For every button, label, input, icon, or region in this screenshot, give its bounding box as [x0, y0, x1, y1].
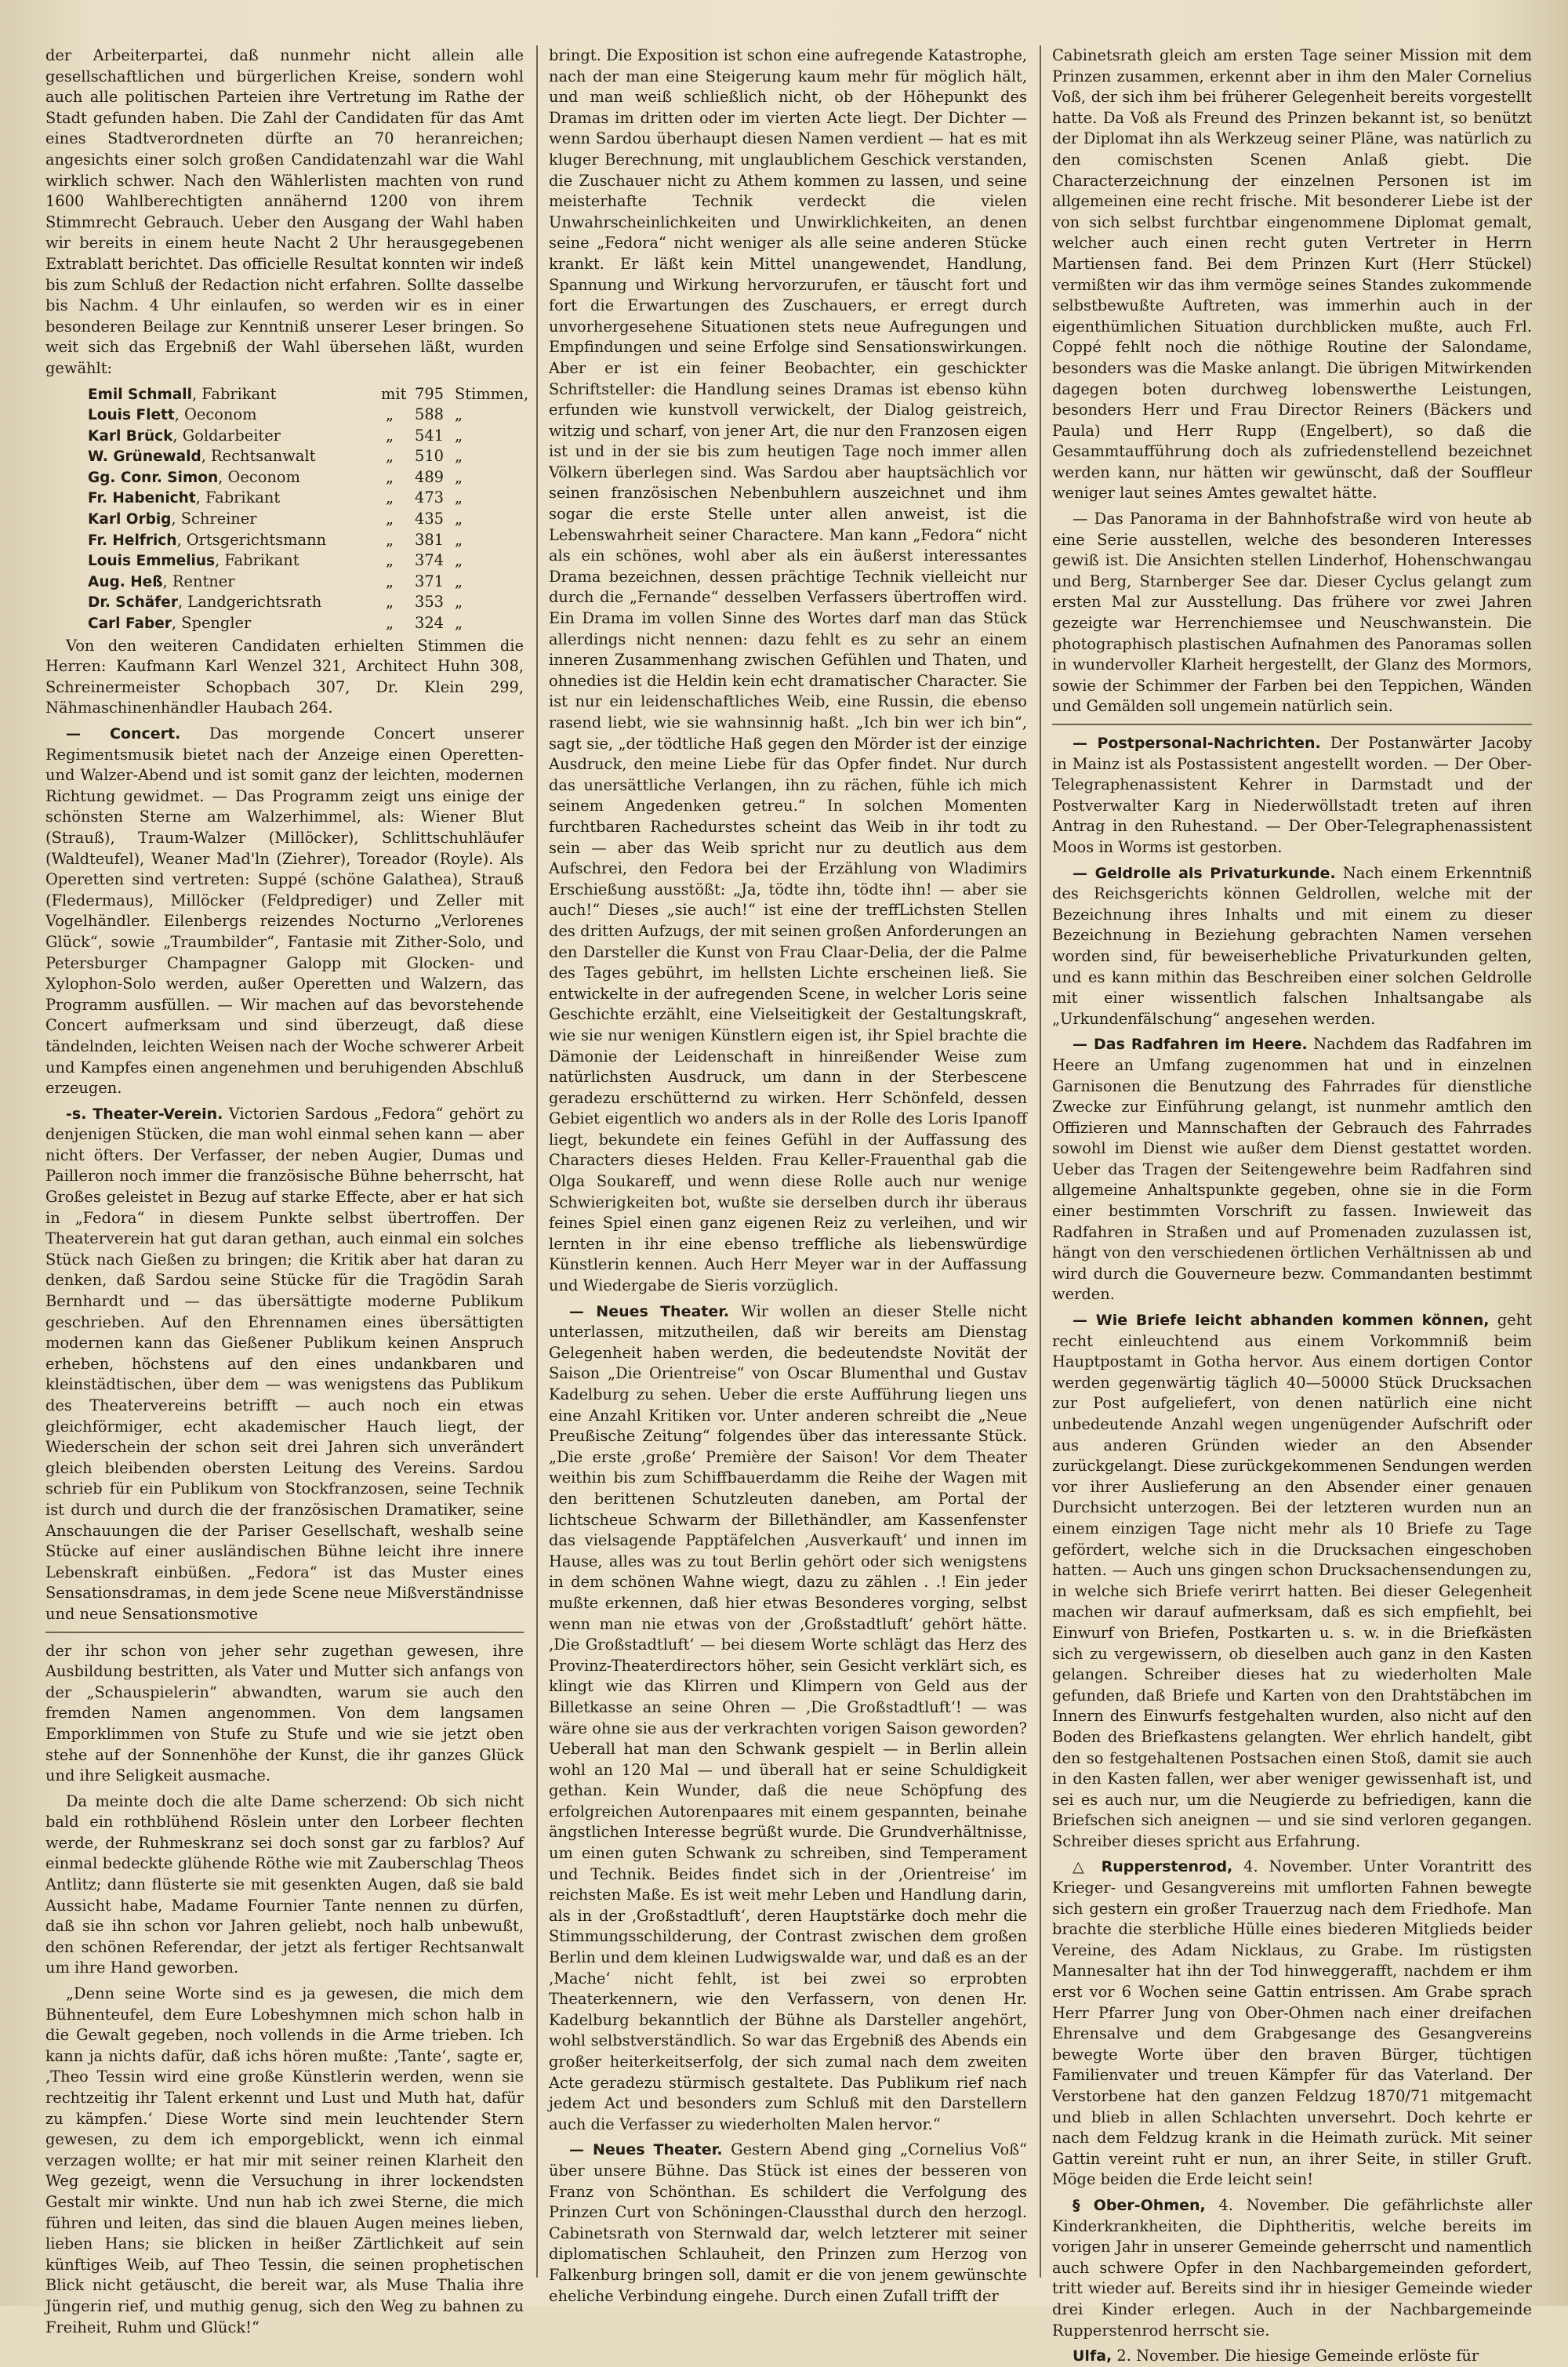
- candidate-votes: 435: [414, 510, 444, 528]
- candidate-votes: 324: [414, 614, 444, 633]
- candidate-unit: Stimmen,: [455, 384, 529, 403]
- candidate-votes: 541: [414, 426, 444, 445]
- column-middle: [549, 45, 1027, 2305]
- candidate-list: [45, 384, 529, 634]
- candidate-name: [45, 446, 381, 467]
- candidate-row: [45, 467, 524, 488]
- ulfa-article: [1052, 2346, 1532, 2367]
- candidate-unit: „: [455, 551, 463, 570]
- concert-heading: — Concert.: [66, 725, 181, 742]
- candidate-occupation: , Oeconom: [218, 467, 300, 486]
- candidate-occupation: , Fabrikant: [191, 384, 277, 403]
- post-heading: — Postpersonal-Nachrichten.: [1073, 735, 1321, 752]
- candidate-occupation: , Fabrikant: [195, 488, 281, 507]
- geldrolle-heading: — Geldrolle als Privaturkunde.: [1073, 864, 1336, 882]
- candidate-prefix: „: [385, 447, 394, 466]
- candidate-prefix: „: [385, 614, 394, 633]
- theater-verein-text: Victorien Sardous „Fedora“ gehört zu denjenigen Stücken, die man wohl einmal sehen kann — aber nicht öfters. Der Verfasser, der neben Augier, Dumas und Pailleron noch immer die französische Bühne beherrscht, hat Großes geleistet in Bezug auf starke Effecte, aber er hat sich in „Fedora“ in diesem Punkte selbst übertroffen. Der Theaterverein hat gut daran gethan, auch einmal ein solches Stück nach Gießen zu bringen; die Kritik aber hat daran zu denken, daß Sardou seine Stücke für die Tragödin Sarah Bernhardt und — das übersättigte moderne Publikum geschrieben. Auf den Ehrennamen eines übersättigten modernen kann das Gießener Publikum keinen Anspruch erheben, höchstens auf den eines undankbaren und kleinstädtischen, über dem — was wenigstens das Publikum des Theatervereins betrifft — auch noch ein etwas gleichförmiger, echt akademischer Hauch liegt, der Wiederschein der schon seit drei Jahren sich unverändert gleich bleibenden obersten Leitung des Vereins. Sardou schrieb für ein Publikum von Stockfranzosen, seine Technik ist durch und durch die der französischen Dramatiker, seine Anschauungen die der Pariser Gesellschaft, weshalb seine Stücke auf einer ausländischen Bühne leicht ihre innere Lebenskraft einbüßen. „Fedora“ ist das Muster eines Sensationsdramas, in dem jede Scene neue Mißverständnisse und neue Sensationsmotive: [45, 1104, 524, 1623]
- candidate-row: [45, 550, 524, 572]
- candidate-surname: Fr. Habenicht: [88, 490, 196, 507]
- candidate-prefix: „: [385, 510, 394, 528]
- candidate-occupation: , Rentner: [162, 572, 235, 590]
- candidate-surname: Carl Faber: [88, 615, 172, 633]
- candidate-row: [45, 592, 524, 613]
- candidate-surname: Emil Schmall: [88, 386, 192, 403]
- candidate-prefix: „: [385, 551, 394, 570]
- candidate-unit: „: [455, 510, 463, 528]
- candidate-votes: 510: [414, 447, 444, 466]
- feuilleton-divider: [45, 1632, 524, 1633]
- briefe-article: [1052, 1310, 1532, 1852]
- radfahren-text: Nachdem das Radfahren im Heere an Umfang zugenommen hat und in einzelnen Garnisonen die Benutzung des Fahrrades für dienstliche Zwecke zur Einführung gelangt, ist nunmehr amtlich den Offizieren und Mannschaften der Gebrauch des Fahrrades sowohl im Dienst wie außer dem Dienst gestattet worden. Ueber das Tragen der Seitengewehre beim Radfahren sind allgemeine Anhaltspunkte gegeben, ohne sie in die Form einer bestimmten Vorschrift zu fassen. Inwieweit das Radfahren in Straßen und auf Promenaden zuzulassen ist, hängt von den verschiedenen örtlichen Verhältnissen ab und wird durch die Gouverneure bezw. Commandanten bestimmt werden.: [1052, 1035, 1532, 1304]
- candidate-prefix: „: [385, 488, 394, 507]
- section-divider: [1052, 724, 1532, 725]
- candidate-votes: 381: [414, 530, 444, 549]
- candidate-name: [45, 509, 381, 530]
- candidate-name: [45, 467, 381, 488]
- radfahren-article: [1052, 1034, 1532, 1305]
- candidate-prefix: mit: [381, 384, 407, 403]
- concert-article: [45, 724, 524, 1099]
- theater-verein-heading: -s. Theater-Verein.: [66, 1105, 223, 1123]
- candidate-prefix: „: [385, 405, 394, 424]
- candidate-surname: Aug. Heß: [88, 573, 163, 590]
- candidate-unit: „: [455, 593, 463, 612]
- radfahren-heading: — Das Radfahren im Heere.: [1073, 1036, 1308, 1054]
- briefe-heading: — Wie Briefe leicht abhanden kommen können,: [1073, 1312, 1490, 1330]
- rupperstenrod-text: 4. November. Unter Vorantritt des Krieger- und Gesangvereins mit umflorten Fahnen bewegte sich gestern ein großer Trauerzug nach dem Friedhofe. Man brachte die sterbliche Hülle eines biederen Mitglieds beider Vereine, des Adam Nicklaus, zu Grabe. Im rüstigsten Mannesalter hat ihn der Tod hinweggerafft, nachdem er ihm erst vor 6 Wochen seine Gattin entrissen. Am Grabe sprach Herr Pfarrer Jung von Ober-Ohmen nach einer dreifachen Ehrensalve und dem Grabgesange des Gesangvereins bewegte Worte über den braven Bürger, tüchtigen Familienvater und treuen Kämpfer für das Vaterland. Der Verstorbene hat den ganzen Feldzug 1870/71 mitgemacht und blieb in allen Schlachten unversehrt. Doch kehrte er nach dem Feldzug krank in die Heimath zurück. Mit seiner Gattin vereint ruht er nun, an ihrer Seite, in stiller Gruft. Möge beiden die Erde leicht sein!: [1052, 1857, 1532, 2189]
- candidate-surname: Karl Brück: [88, 427, 173, 445]
- candidate-row: [45, 613, 524, 634]
- candidate-occupation: , Oeconom: [174, 405, 257, 424]
- candidate-name: [45, 572, 381, 593]
- candidate-occupation: , Rechtsanwalt: [201, 447, 316, 466]
- column-rule: [536, 45, 538, 2278]
- candidate-row: [45, 488, 524, 509]
- candidate-name: [45, 488, 381, 509]
- candidate-votes: 374: [414, 551, 444, 570]
- candidate-surname: Karl Orbig: [88, 511, 172, 528]
- post-text: Der Postanwärter Jacoby in Mainz ist als Postassistent angestellt worden. — Der Ober-Telegraphenassistent Kehrer in Darmstadt und der Postverwalter Karg in Niederwöllstadt treten auf ihren Antrag in den Ruhestand. — Der Ober-Telegraphenassistent Moos in Worms ist gestorben.: [1052, 734, 1532, 856]
- ober-ohmen-article: [1052, 2195, 1532, 2341]
- fedora-review-continued: bringt. Die Exposition ist schon eine aufregende Katastrophe, nach der man eine Steigerung kaum mehr für möglich hält, und man weiß schließlich nicht, ob der Höhepunkt des Dramas im dritten oder im vierten Acte liegt. Der Dichter — wenn Sardou überhaupt diesen Namen verdient — hat es mit kluger Berechnung, mit unglaublichem Geschick verstanden, die Zuschauer nicht zu Athem kommen zu lassen, und seine meisterhafte Technik verdeckt die vielen Unwahrscheinlichkeiten und Unwirklichkeiten, an denen seine „Fedora“ nicht weniger als alle seine anderen Stücke krankt. Er läßt kein Mittel unangewendet, Handlung, Spannung und Wirkung hervorzurufen, er täuscht fort und fort die Erwartungen des Zuschauers, er erregt durch unvorhergesehene Situationen stets neue Aufregungen und Empfindungen und seine Erfolge sind Sensationswirkungen. Aber er ist ein feiner Beobachter, ein geschickter Schriftsteller: die Handlung seines Dramas ist ebenso kühn erfunden wie kunstvoll verwickelt, der Dialog geistreich, witzig und scharf, von jener Art, die nur den Franzosen eigen ist und in der sie bis zum heutigen Tage noch immer allen Völkern überlegen sind. Was Sardou aber hauptsächlich vor seinen französischen Nebenbuhlern auszeichnet und ihm sogar die erste Stelle unter allen anweist, ist die Lebenswahrheit seiner Charactere. Man kann „Fedora“ nicht als ein schönes, wohl aber als ein äußerst interessantes Drama bezeichnen, dessen prächtige Technik vielleicht nur durch die „Fernande“ desselben Verfassers übertroffen wird. Ein Drama im vollen Sinne des Wortes darf man das Stück allerdings nicht nennen: dazu fehlt es zu sehr an einem inneren Zusammenhang zwischen Gefühlen und Thaten, und ohnedies ist die Heldin kein echt dramatischer Character. Sie ist nur ein leidenschaftliches Weib, eine Russin, die ebenso rasend liebt, wie sie wahnsinnig haßt. „Ich bin wer ich bin“, sagt sie, „der tödtliche Haß gegen den Mörder ist der einzige Ausdruck, den meine Liebe für das Opfer findet. Nur durch das unersättliche Verlangen, ihn zu rächen, fühle ich mich seinem Angedenken getreu.“ In solchen Momenten furchtbaren Rachedurstes scheint das Weib in ihr todt zu sein — aber das Weib spricht nur zu deutlich aus dem Aufschrei, den Fedora bei der Erzählung von Wladimirs Erschießung ausstößt: „Ja, tödte ihn, tödte ihn! — aber sie auch!“ Dieses „sie auch!“ ist eine der treffLichsten Stellen des dritten Aufzugs, der mit seinen großen Anforderungen an den Darsteller die Kunst von Frau Claar-Delia, der die Palme des Tages gebührt, im hellsten Lichte erscheinen ließ. Sie entwickelte in der aufregenden Scene, in welcher Loris seine Geschichte erzählt, eine Vielseitigkeit der Gestaltungskraft, wie sie nur wenigen Künstlern eigen ist, ihr Spiel brachte die Dämonie der Leidenschaft in hinreißender Weise zum natürlichsten Ausdruck, um dann in der Sterbescene geradezu erschütternd zu wirken. Herr Schönfeld, dessen Gebiet eigentlich wo anders als in der Rolle des Loris Ipanoff liegt, bekundete ein feines Gefühl in der Auffassung des Characters dieses Helden. Frau Keller-Frauenthal gab die Olga Soukareff, und wenn diese Rolle auch nur wenige Schwierigkeiten bot, wußte sie derselben durch ihr überaus feines Spiel einen ganz eigenen Reiz zu verleihen, und wir lernten in ihr eine ebenso treffliche als liebenswürdige Künstlerin kennen. Auch Herr Meyer war in der Auffassung und Wiedergabe de Sieris vorzüglich.: [549, 46, 1027, 1295]
- candidate-unit: „: [455, 405, 463, 424]
- candidate-row: [45, 509, 524, 530]
- candidate-unit: „: [455, 614, 463, 633]
- candidate-votes: 371: [414, 572, 444, 590]
- candidate-name: [45, 405, 381, 426]
- ober-ohmen-heading: § Ober-Ohmen,: [1073, 2196, 1206, 2214]
- candidate-unit: „: [455, 426, 463, 445]
- candidate-name: [45, 613, 381, 634]
- rupperstenrod-article: [1052, 1857, 1532, 2191]
- candidate-name: [45, 426, 381, 447]
- candidate-votes: 588: [414, 405, 444, 424]
- candidate-surname: W. Grünewald: [88, 448, 201, 466]
- candidate-votes: 795: [414, 384, 444, 403]
- candidate-unit: „: [455, 488, 463, 507]
- candidate-unit: „: [455, 572, 463, 590]
- geldrolle-article: [1052, 863, 1532, 1030]
- candidate-unit: „: [455, 467, 463, 486]
- candidate-prefix: „: [385, 467, 394, 486]
- neues-theater-article-2: [549, 2140, 1027, 2307]
- rupperstenrod-heading: △ Rupperstenrod,: [1073, 1858, 1233, 1876]
- candidate-name: [45, 384, 381, 405]
- post-article: [1052, 733, 1532, 859]
- column-left: [45, 45, 529, 2336]
- candidate-prefix: „: [385, 530, 394, 549]
- column-rule: [1040, 45, 1041, 2278]
- candidate-occupation: , Schreiner: [171, 510, 257, 528]
- neues-theater-text-2: Gestern Abend ging „Cornelius Voß“ über unsere Bühne. Das Stück ist eines der besseren von Franz von Schönthan. Es schildert die Verfolgung des Prinzen Curt von Schöningen-Claussthal durch den herzogl. Cabinetsrath von Sternwald dar, welch letzterer mit seiner diplomatischen Schlauheit, den Prinzen zum Herzog von Falkenburg bringen soll, damit er die von jenem gewünschte eheliche Verbindung eingehe. Durch einen Zufall trifft der: [549, 2140, 1027, 2305]
- briefe-text: geht recht einleuchtend aus einem Vorkommniß beim Hauptpostamt in Gotha hervor. Aus einem dortigen Contor werden gegenwärtig täglich 40—50000 Stück Drucksachen zur Post aufgeliefert, von denen natürlich eine nicht unbedeutende Anzahl wegen ungenügender Aufschrift oder aus anderen Gründen wieder an den Absender zurückgelangt. Diese zurückgekommenen Sendungen werden vor ihrer Auslieferung an den Absender einer genauen Durchsicht unterzogen. Bei der letzteren wurden nun an einem einzigen Tage nicht mehr als 10 Briefe zu Tage gefördert, welche sich in die Drucksachen eingeschoben hatten. — Auch uns gingen schon Drucksachensendungen zu, in welche sich Briefe verirrt hatten. Bei dieser Gelegenheit machen wir darauf aufmerksam, daß es sich empfiehlt, bei Einwurf von Briefen, Postkarten u. s. w. in die Briefkästen sich zu vergewissern, ob dieselben auch ganz in den Kasten gelangen. Schreiber dieses hat zu wiederholten Male gefunden, daß Briefe und Karten von den Drahtstäbchen im Innern des Einwurfs festgehalten wurden, also nicht auf den Boden des Briefkastens gelangten. Wer ehrlich handelt, gibt den so festgehaltenen Postsachen einen Stoß, damit sie auch in den Kasten fallen, wer aber weniger gewissenhaft ist, und sei es auch nur, um die Neugierde zu befriedigen, kann die Briefschen sich aneignen — und sie sind verloren gegangen. Schreiber dieses spricht aus Erfahrung.: [1052, 1311, 1532, 1850]
- candidate-occupation: , Goldarbeiter: [172, 426, 281, 445]
- candidate-occupation: , Fabrikant: [215, 551, 299, 570]
- candidate-surname: Gg. Conr. Simon: [88, 469, 219, 486]
- candidate-votes: 473: [414, 488, 444, 507]
- neues-theater-heading-2: — Neues Theater.: [569, 2141, 723, 2159]
- candidate-surname: Dr. Schäfer: [88, 594, 178, 612]
- candidate-votes: 489: [414, 467, 444, 486]
- election-article: der Arbeiterpartei, daß nunmehr nicht allein alle gesellschaftlichen und bürgerlichen Kreise, sondern wohl auch alle politischen Parteien ihre Vertretung im Rathe der Stadt gefunden haben. Die Zahl der Candidaten für das Amt eines Stadtverordneten dürfte an 70 heranreichen; angesichts einer solch großen Candidatenzahl war die Wahl wirklich schwer. Nach den Wählerlisten machten von rund 1600 Wahlberechtigten annähernd 1200 von ihrem Stimmrecht Gebrauch. Ueber den Ausgang der Wahl haben wir bereits in einem heute Nacht 2 Uhr herausgegebenen Extrablatt berichtet. Das officielle Resultat konnten wir indeß bis zum Schluß der Redaction nicht erfahren. Sollte dasselbe bis Nachm. 4 Uhr einlaufen, so werden wir es in einer besonderen Beilage zur Kenntniß unserer Leser bringen. So weit sich das Ergebniß der Wahl übersehen läßt, wurden gewählt:: [45, 46, 524, 377]
- candidate-occupation: , Ortsgerichtsmann: [176, 530, 327, 549]
- further-candidates: Von den weiteren Candidaten erhielten Stimmen die Herren: Kaufmann Karl Wenzel 321, Architect Huhn 308, Schreinermeister Schopbach 307, Dr. Klein 299, Nähmaschinenhändler Haubach 264.: [45, 636, 524, 717]
- neues-theater-article: [549, 1301, 1027, 2136]
- feuilleton-paragraph: „Denn seine Worte sind es ja gewesen, die mich dem Bühnenteufel, dem Eure Lobeshymnen mich schon halb in die Gewalt gegeben, noch vollends in die Arme trieben. Ich kann ja nichts dafür, daß ichs hören mußte: ‚Tante‘, sagte er, ‚Theo Tessin wird eine große Künstlerin werden, wenn sie rechtzeitig ihr Talent erkennt und Lust und Muth hat, dafür zu kämpfen.‘ Diese Worte sind mein leuchtender Stern gewesen, zu dem ich emporgeblickt, wenn ich einmal verzagen wollte; er hat mir mit seiner reinen Klarheit den Weg gezeigt, wenn die Versuchung in ihrer lockendsten Gestalt mir winkte. Und nun hab ich zwei Sterne, die mich führen und leiten, das sind die blauen Augen meines lieben, lieben Hans; sie blicken in heißer Zärtlichkeit auf sein künftiges Weib, auf Theo Tessin, die seinen prophetischen Blick nicht getäuscht, die bereit war, als Muse Thalia ihre Jüngerin rief, und muthig genug, sich den Weg zu bahnen zu Freiheit, Ruhm und Glück!“: [45, 1984, 524, 2336]
- candidate-unit: „: [455, 447, 463, 466]
- ober-ohmen-text: 4. November. Die gefährlichste aller Kinderkrankheiten, die Diphtheritis, welche bereits im vorigen Jahr in unserer Gemeinde geherrscht und namentlich auch schwere Opfer in den Nachbargemeinden gefordert, tritt wieder auf. Bereits sind ihr in hiesiger Gemeinde wieder drei Kinder erlegen. Auch in der Nachbargemeinde Rupperstenrod herrscht sie.: [1052, 2195, 1532, 2340]
- candidate-prefix: „: [385, 572, 394, 590]
- column-right: [1052, 45, 1532, 2365]
- candidate-occupation: , Spengler: [171, 614, 252, 633]
- geldrolle-text: Nach einem Erkenntniß des Reichsgerichts können Geldrollen, welche mit der Bezeichnung ihres Inhalts und mit einem zu dieser Bezeichnung in Beziehung gebrachten Namen versehen worden sind, für beweiserhebliche Privaturkunden gelten, und es kann mithin das Beschreiben einer solchen Geldrolle mit einer wissentlich falschen Inhaltsangabe als „Urkundenfälschung“ angesehen werden.: [1052, 863, 1532, 1028]
- candidate-name: [45, 592, 381, 613]
- candidate-occupation: , Landgerichtsrath: [177, 593, 322, 612]
- candidate-surname: Fr. Helfrich: [88, 532, 177, 549]
- candidate-row: [45, 384, 529, 405]
- candidate-name: [45, 530, 381, 551]
- neues-theater-text: Wir wollen an dieser Stelle nicht unterlassen, mitzutheilen, daß wir bereits am Dienstag Gelegenheit haben werden, die bedeutendste Novität der Saison „Die Orientreise“ von Oscar Blumenthal und Gustav Kadelburg zu sehen. Ueber die erste Aufführung liegen uns eine Anzahl Kritiken vor. Unter anderen schreibt die „Neue Preußische Zeitung“ folgendes über das interessante Stück. „Die erste ‚große‘ Première der Saison! Vor dem Theater weithin bis zum Schiffbauerdamm die Reihe der Wagen mit den berittenen Schutzleuten daneben, am Portal der lichtscheue Schwarm der Billethändler, am Kassenfenster das vielsagende Papptäfelchen ‚Ausverkauft‘ und innen im Hause, alles was zu tout Berlin gehört oder sich wenigstens in dem schönen Wahne wiegt, dazu zu zählen . .! Ein jeder mußte erkennen, daß hier etwas Besonderes vorging, selbst wenn man nie etwas von der ‚Großstadtluft‘ gehört hätte. ‚Die Großstadtluft‘ — bei diesem Worte schlägt das Herz des Provinz-Theaterdirectors höher, sein Gesicht verklärt sich, es klingt wie das Klirren und Klimpern von Geld aus der Billetkasse an seine Ohren — ‚Die Großstadtluft‘! — was wäre ohne sie aus der verkrachten vorigen Saison geworden? Ueberall hat man den Schwank gespielt — in Berlin allein wohl an 120 Mal — und überall hat er seine Schuldigkeit gethan. Kein Wunder, daß die neue Schöpfung des erfolgreichen Autorenpaares mit einem gespannten, beinahe ängstlichen Interesse begrüßt wurde. Die Grundverhältnisse, um einen guten Schwank zu schreiben, sind Temperament und Technik. Beides findet sich in der ‚Orientreise‘ im reichsten Maße. Es ist weit mehr Leben und Handlung darin, als in der ‚Großstadtluft‘, deren Hauptstärke doch mehr die Stimmungsschilderung, der Contrast zwischen dem großen Berlin und dem kleinen Ludwigswalde war, und daß es an der ‚Mache‘ nicht fehlt, ist bei zwei so erprobten Theaterkennern, wie den Verfassern, von denen Hr. Kadelburg bekanntlich der Bühne als Darsteller angehört, wohl selbstverständlich. So war das Ergebniß des Abends ein großer heiterkeitserfolg, der sich zumal nach dem zweiten Acte geradezu stürmisch gestaltete. Das Publikum rief nach jedem Act und besonders zum Schluß mit den Darstellern auch die Verfasser zu wiederholten Malen hervor.“: [549, 1301, 1027, 2133]
- candidate-row: [45, 530, 524, 551]
- candidate-row: [45, 405, 524, 426]
- candidate-row: [45, 426, 524, 447]
- ulfa-text: 2. November. Die hiesige Gemeinde erlöste für: [1116, 2347, 1479, 2365]
- candidate-prefix: „: [385, 426, 394, 445]
- candidate-prefix: „: [385, 593, 394, 612]
- candidate-surname: Louis Emmelius: [88, 553, 216, 570]
- feuilleton-paragraph: der ihr schon von jeher sehr zugethan gewesen, ihre Ausbildung bestritten, als Vater und Mutter sich anfangs von der „Schauspielerin“ abwandten, warum sie auch den fremden Namen angenommen. Von dem langsamen Emporklimmen von Stufe zu Stufe und wie sie jetzt oben stehe auf der Sonnenhöhe der Kunst, die ihr ganzes Glück und ihre Seligkeit ausmache.: [45, 1641, 524, 1785]
- neues-theater-heading: — Neues Theater.: [569, 1302, 730, 1320]
- candidate-surname: Louis Flett: [88, 407, 175, 424]
- cornelius-voss-review: Cabinetsrath gleich am ersten Tage seiner Mission mit dem Prinzen zusammen, erkennt aber in ihm den Maler Cornelius Voß, der sich ihm bei früherer Gelegenheit bereits vorgestellt hatte. Da Voß als Freund des Prinzen bekannt ist, so benützt der Diplomat ihn als Werkzeug seiner Pläne, was natürlich zu den comischsten Scenen Anlaß giebt. Die Characterzeichnung der einzelnen Personen ist im allgemeinen eine recht frische. Mit besonderer Liebe ist der von sich selbst furchtbar eingenommene Diplomat gemalt, welcher auch einen recht guten Vertreter in Herrn Martiensen fand. Bei dem Prinzen Kurt (Herr Stückel) vermißten wir das ihm vermöge seines Standes zukommende selbstbewußte Auftreten, was immerhin auch in der eigenthümlichen Situation durchblicken mußte, auch Frl. Coppé fehlt noch die nöthige Routine der Salondame, besonders was die Maske anlangt. Die übrigen Mitwirkenden dagegen boten durchweg lobenswerthe Leistungen, besonders Herr und Frau Director Reiners (Bäckers und Paula) und Herr Rupp (Engelbert), so daß die Gesammtaufführung doch als zufriedenstellend bezeichnet werden kann, nur hätten wir gewünscht, daß der Souffleur weniger laut seines Amtes gewaltet hätte.: [1052, 46, 1532, 503]
- theater-verein-article: [45, 1104, 524, 1625]
- candidate-row: [45, 446, 524, 467]
- candidate-unit: „: [455, 530, 463, 549]
- candidate-votes: 353: [414, 593, 444, 612]
- feuilleton-paragraph: Da meinte doch die alte Dame scherzend: Ob sich nicht bald ein rothblühend Röslein unter den Lorbeer flechten werde, der Ruhmeskranz sei doch sonst gar zu farblos? Auf einmal bedeckte glühende Röthe wie mit Zauberschlag Theos Antlitz; dann flüsterte sie mit gesenkten Augen, daß sie bald Aussicht habe, Madame Fournier Tante nennen zu dürfen, daß sie ihn schon vor Jahren geliebt, noch halb unbewußt, den schönen Referendar, der jetzt als fertiger Rechtsanwalt um ihre Hand geworben.: [45, 1792, 524, 1977]
- concert-text: Das morgende Concert unserer Regimentsmusik bietet nach der Anzeige einen Operetten- und Walzer-Abend und ist somit ganz der leichten, modernen Richtung gewidmet. — Das Programm zeigt uns einige der schönsten Sterne am Walzerhimmel, als: Wiener Blut (Strauß), Traum-Walzer (Millöcker), Schlittschuhläufer (Waldteufel), Weaner Mad'ln (Ziehrer), Toreador (Royle). Als Operetten sind vertreten: Suppé (schöne Galathea), Strauß (Fledermaus), Millöcker (Feldprediger) und Zeller mit Vogelhändler. Eilenbergs reizendes Nocturno „Verlorenes Glück“, sowie „Traumbilder“, Fantasie mit Zither-Solo, und Petersburger Champagner Galopp mit Glocken- und Xylophon-Solo werden, außer Operetten und Walzern, das Programm ausfüllen. — Wir machen auf das bevorstehende Concert aufmerksam und sind überzeugt, daß diese tändelnden, leichten Weisen nach der Woche schwerer Arbeit und Kampfes einen angenehmen und beruhigenden Abschluß erzeugen.: [45, 724, 524, 1098]
- ulfa-heading: Ulfa,: [1073, 2347, 1112, 2365]
- panorama-article: — Das Panorama in der Bahnhofstraße wird von heute ab eine Serie ausstellen, welche des besonderen Interesses gewiß ist. Die Ansichten stellen Linderhof, Hohenschwangau und Berg, Starnberger See dar. Dieser Cyclus gelangt zum ersten Mal zur Ausstellung. Das frühere vor zwei Jahren gezeigte war Herrenchiemsee und Neuschwanstein. Die photographisch plastischen Aufnahmen des Panoramas sollen in wundervoller Klarheit hergestellt, der Glanz des Mormors, sowie der Schimmer der Farben bei den Teppichen, Wänden und Gemälden soll ungemein natürlich sein.: [1052, 510, 1532, 716]
- candidate-name: [45, 550, 381, 572]
- candidate-row: [45, 572, 524, 593]
